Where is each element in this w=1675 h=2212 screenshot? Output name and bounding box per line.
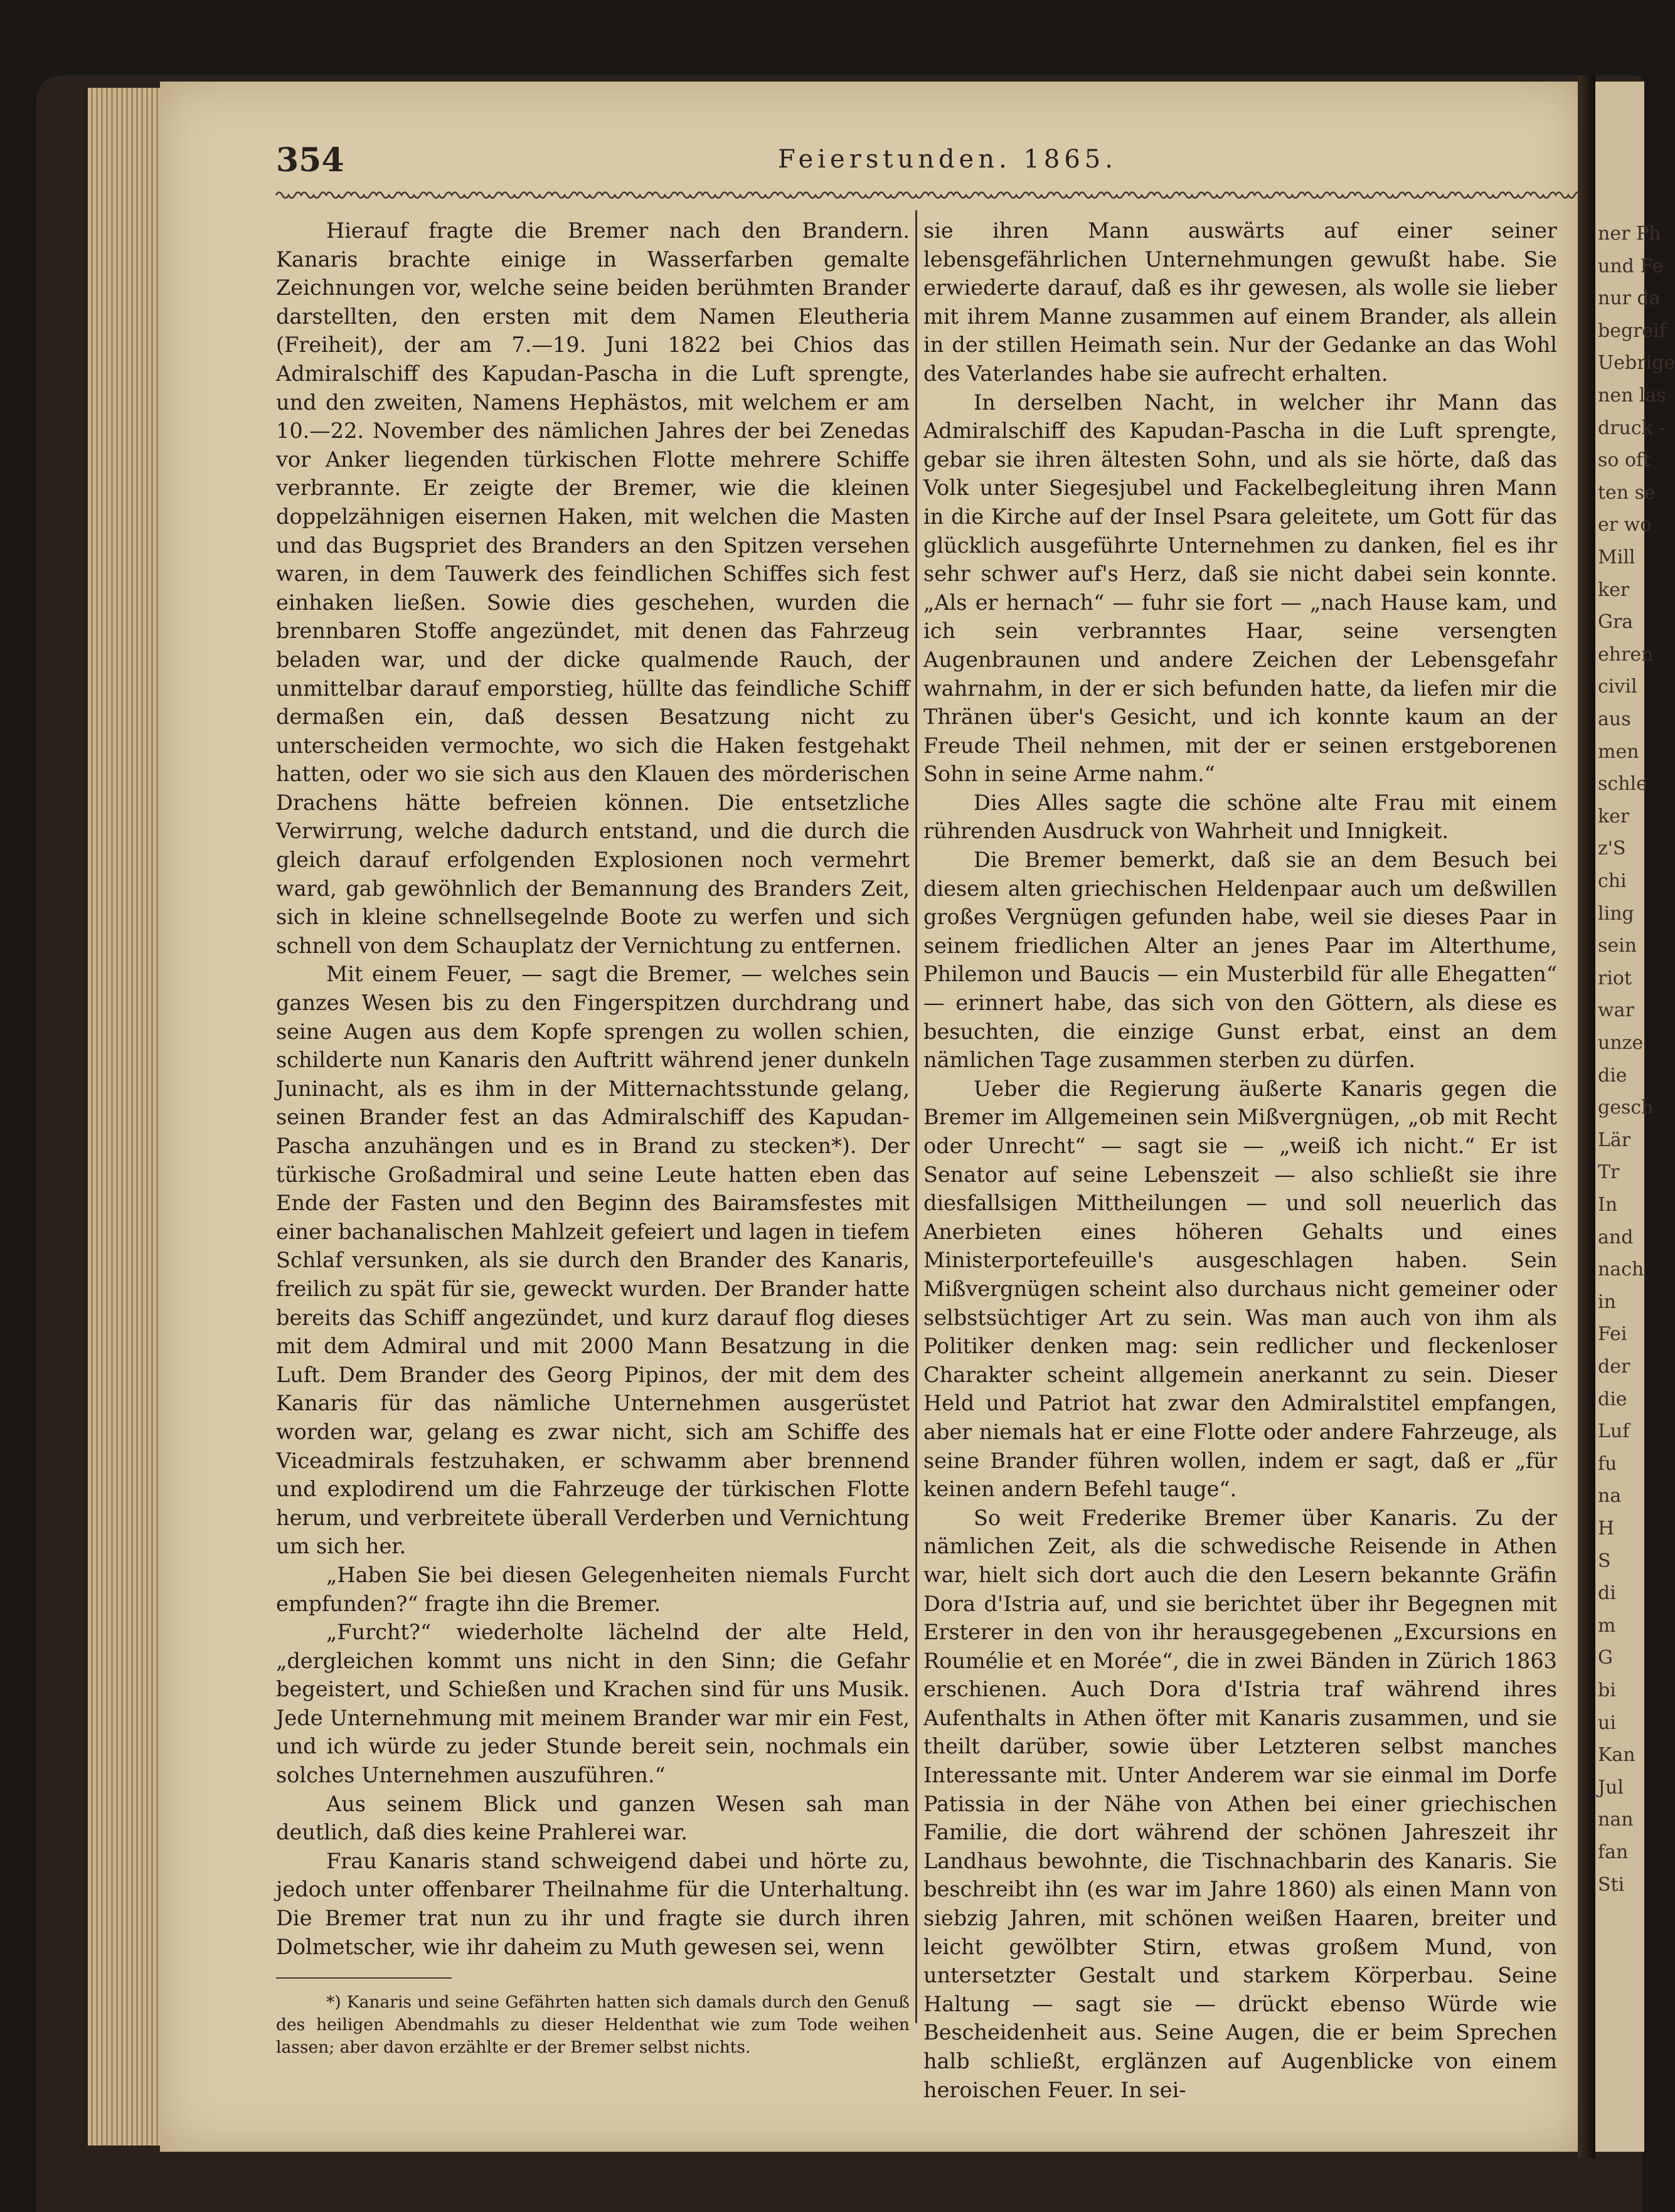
facing-page-text: Jul: [1598, 1776, 1624, 1799]
facing-page-text: and: [1598, 1226, 1634, 1248]
book-gutter: [1578, 75, 1595, 2158]
facing-page-text: di: [1598, 1582, 1616, 1605]
facing-page-text: er wo: [1598, 514, 1652, 536]
left-column: [276, 216, 910, 2059]
facing-page-text: Tr: [1598, 1161, 1620, 1184]
facing-page-text: ker: [1598, 578, 1630, 601]
facing-page-text: ling: [1598, 902, 1634, 925]
facing-page-text: ehren: [1598, 643, 1654, 666]
paragraph: „Haben Sie bei diesen Gelegenheiten niemals Furcht empfunden?“ fragte ihn die Bremer.: [276, 1562, 910, 1616]
footnote: *) Kanaris und seine Gefährten hatten sich damals durch den Genuß des heiligen Abendmahls zu dieser Heldenthat wie zum Tode weihen lassen; aber davon erzählte er der Bremer selbst nichts.: [276, 1992, 910, 2058]
facing-page-text: druck -: [1598, 417, 1666, 439]
facing-page-text: schle: [1598, 773, 1647, 795]
facing-page-text: bi: [1598, 1679, 1616, 1701]
facing-page-text: ker: [1598, 805, 1630, 827]
facing-page-text: na: [1598, 1485, 1622, 1507]
facing-page-text: Fei: [1598, 1323, 1627, 1346]
facing-page-text: ui: [1598, 1711, 1616, 1734]
running-title: Feierstunden. 1865.: [778, 145, 1117, 174]
facing-page-fragment: [1595, 82, 1675, 2152]
facing-page-text: so oft: [1598, 449, 1651, 472]
facing-page-text: men: [1598, 740, 1639, 763]
paragraph: Frau Kanaris stand schweigend dabei und hörte zu, jedoch unter offenbarer Theilnahme für die Unterhaltung. Die Bremer trat nun zu ihr und fragte sie durch ihren Dolmetscher, wie ihr daheim zu Muth gewesen sei, wenn: [276, 1848, 910, 1959]
facing-page-text: H: [1598, 1518, 1615, 1539]
facing-page-text: S: [1598, 1550, 1611, 1572]
facing-page-text: riot: [1598, 967, 1632, 989]
facing-page-text: sein: [1598, 935, 1637, 957]
facing-page-text: Lär: [1598, 1129, 1631, 1151]
facing-page-text: nen las: [1598, 385, 1666, 407]
facing-page-text: ten se: [1598, 481, 1656, 504]
facing-page-text: ner Ph: [1598, 223, 1661, 245]
facing-page-text: war: [1598, 999, 1634, 1022]
facing-page-text: gesch: [1598, 1097, 1654, 1119]
facing-page-text: Kan: [1598, 1744, 1635, 1767]
facing-page-text: Luf: [1598, 1420, 1630, 1443]
paragraph: Hierauf fragte die Bremer nach den Brandern. Kanaris brachte einige in Wasserfarben gemalte Zeichnungen vor, welche seine beiden berühmten Brander darstellten, den ersten mit dem Namen Eleutheria (Freiheit), der am 7.—19. Juni 1822 bei Chios das Admiralschiff des Kapudan-Pascha in die Luft sprengte, und den zweiten, Namens Hephästos, mit welchem er am 10.—22. November des nämlichen Jahres der bei Zenedas vor Anker liegenden türkischen Flotte mehrere Schiffe verbrannte. Er zeigte der Bremer, wie die kleinen doppelzähnigen eisernen Haken, mit welchen die Masten und das Bugspriet des Branders an den Spitzen versehen waren, in dem Tauwerk des feindlichen Schiffes sich fest einhaken ließen. Sowie dies geschehen, wurden die brennbaren Stoffe angezündet, mit denen das Fahrzeug beladen war, und der dicke qualmende Rauch, der unmittelbar darauf emporstieg, hüllte das feindliche Schiff dermaßen ein, daß dessen Besatzung nicht zu unterscheiden vermochte, wo sich die Haken festgehakt hatten, oder wo sie sich aus den Klauen des mörderischen Drachens hätte befreien können. Die entsetzliche Verwirrung, welche dadurch entstand, und die durch die gleich darauf erfolgenden Explosionen noch vermehrt ward, gab gewöhnlich der Bemannung des Branders Zeit, sich in kleine schnellsegelnde Boote zu werfen und sich schnell von dem Schauplatz der Vernichtung zu entfernen.: [276, 218, 910, 958]
paragraph: Die Bremer bemerkt, daß sie an dem Besuch bei diesem alten griechischen Heldenpaar auch um deßwillen großes Vergnügen gefunden habe, weil sie dieses Paar in seinem friedlichen Alter an jenes Paar im Alterthume, Philemon und Baucis — ein Musterbild für alle Ehegatten“ — erinnert habe, das sich von den Göttern, als diese es besuchten, die einzige Gunst erbat, einst an dem nämlichen Tage zusammen sterben zu dürfen.: [923, 848, 1557, 1073]
facing-page-text: Uebrige: [1598, 352, 1675, 375]
right-column: [923, 216, 1557, 2104]
facing-page-text: Gra: [1598, 611, 1634, 634]
column-divider: [915, 210, 917, 2023]
facing-page-text: die: [1598, 1388, 1627, 1410]
page-header: [276, 141, 1568, 185]
facing-page-text: In: [1598, 1194, 1618, 1216]
footnote-rule: [276, 1977, 452, 1979]
facing-page-text: nan: [1598, 1809, 1634, 1831]
facing-page-text: z'S: [1598, 837, 1626, 860]
paragraph: Aus seinem Blick und ganzen Wesen sah man deutlich, daß dies keine Prahlerei war.: [276, 1791, 910, 1845]
facing-page-text: civil: [1598, 676, 1637, 698]
facing-page-text: die: [1598, 1064, 1627, 1087]
facing-page-text: der: [1598, 1356, 1630, 1378]
paragraph: So weit Frederike Bremer über Kanaris. Zu der nämlichen Zeit, als die schwedische Reisende in Athen war, hielt sich dort auch die den Lesern bekannte Gräfin Dora d'Istria auf, und sie berichtet über ihr Begegnen mit Ersterer in den von ihr herausgegebenen „Excursions en Roumélie et en Morée“, die in zwei Bänden in Zürich 1863 erschienen. Auch Dora d'Istria traf während ihres Aufenthalts in Athen öfter mit Kanaris zusammen, und sie theilt darüber, sowie über Letzteren selbst manches Interessante mit. Unter Anderem war sie einmal im Dorfe Patissia in der Nähe von Athen bei einer griechischen Familie, die dort während der schönen Jahreszeit ihr Landhaus bewohnte, die Tischnachbarin des Kanaris. Sie beschreibt ihn (es war im Jahre 1860) als einen Mann von siebzig Jahren, mit schönen weißen Haaren, breiter und leicht gewölbter Stirn, etwas großem Mund, von untersetzter Gestalt und starkem Körperbau. Seine Haltung — sagt sie — drückt ebenso Würde wie Bescheidenheit aus. Seine Augen, die er beim Sprechen halb schließt, erglänzen auf Augenblicke von einem heroischen Feuer. In sei-: [923, 1505, 1557, 2102]
paragraph: In derselben Nacht, in welcher ihr Mann das Admiralschiff des Kapudan-Pascha in die Luft sprengte, gebar sie ihren ältesten Sohn, und als sie hörte, daß das Volk unter Siegesjubel und Fackelbegleitung ihren Mann in die Kirche auf der Insel Psara geleitete, um Gott für das glücklich ausgeführte Unternehmen zu danken, fiel es ihr sehr schwer auf's Herz, daß sie nicht dabei sein konnte. „Als er hernach“ — fuhr sie fort — „nach Hause kam, und ich sein verbranntes Haar, seine versengten Augenbraunen und andere Zeichen der Lebensgefahr wahrnahm, in der er sich befunden hatte, da liefen mir die Thränen über's Gesicht, und ich konnte kaum an der Freude Theil nehmen, mit der er seinen erstgeborenen Sohn in seine Arme nahm.“: [923, 390, 1557, 787]
facing-page-text: G: [1598, 1647, 1613, 1669]
facing-page-text: unze: [1598, 1032, 1644, 1054]
facing-page-text: nur da: [1598, 287, 1661, 310]
page-number: 354: [276, 141, 344, 179]
facing-page-text: fan: [1598, 1841, 1629, 1863]
facing-page-text: und Fe: [1598, 255, 1664, 277]
facing-page-text: chi: [1598, 870, 1627, 892]
facing-page-text: begreif: [1598, 319, 1666, 342]
paragraph: sie ihren Mann auswärts auf einer seiner lebensgefährlichen Unternehmungen gewußt habe. Sie erwiederte darauf, daß es ihr gewesen, als wolle sie lieber mit ihrem Manne zusammen auf einem Brander, als allein in der stillen Heimath sein. Nur der Gedanke an das Wohl des Vaterlandes habe sie aufrecht erhalten.: [923, 218, 1557, 386]
facing-page-text: Sti: [1598, 1873, 1625, 1896]
facing-page-text: m: [1598, 1614, 1616, 1637]
paragraph: „Furcht?“ wiederholte lächelnd der alte Held, „dergleichen kommt uns nicht in den Sinn; die Gefahr begeistert, und Schießen und Krachen sind für uns Musik. Jede Unternehmung mit meinem Brander war mir ein Fest, und ich würde zu jeder Stunde bereit sein, nochmals ein solches Unternehmen auszuführen.“: [276, 1620, 910, 1788]
header-ornamental-rule: [276, 188, 1568, 202]
facing-page-text: Mill: [1598, 546, 1635, 568]
paragraph: Ueber die Regierung äußerte Kanaris gegen die Bremer im Allgemeinen sein Mißvergnügen, „ob mit Recht oder Unrecht“ — sagt sie — „weiß ich nicht.“ Er ist Senator auf seine Lebenszeit — also schließt sie ihre diesfallsigen Mittheilungen — und soll neuerlich das Anerbieten eines höheren Gehalts und eines Ministerportefeuille's ausgeschlagen haben. Sein Mißvergnügen scheint also durchaus nicht gemeiner oder selbstsüchtiger Art zu sein. Was man auch von ihm als Politiker denken mag: sein redlicher und fleckenloser Charakter scheint allgemein anerkannt zu sein. Dieser Held und Patriot hat zwar den Admiralstitel empfangen, aber niemals hat er eine Flotte oder andere Fahrzeuge, als seine Brander führen wollen, indem er sagt, daß er „für keinen andern Befehl tauge“.: [923, 1076, 1557, 1502]
paragraph: Dies Alles sagte die schöne alte Frau mit einem rührenden Ausdruck von Wahrheit und Innigkeit.: [923, 790, 1557, 844]
facing-page-text: nach: [1598, 1258, 1644, 1281]
facing-page-text: in: [1598, 1290, 1616, 1313]
facing-page-text: aus: [1598, 708, 1631, 730]
paragraph: Mit einem Feuer, — sagt die Bremer, — welches sein ganzes Wesen bis zu den Fingerspitzen durchdrang und seine Augen aus dem Kopfe sprengen zu wollen schien, schilderte nun Kanaris den Auftritt während jener dunkeln Juninacht, als es ihm in der Mitternachtsstunde gelang, seinen Brander fest an das Admiralschiff des Kapudan-Pascha anzuhängen und es in Brand zu stecken*). Der türkische Großadmiral und seine Leute hatten eben das Ende der Fasten und den Beginn des Bairamsfestes mit einer bachanalischen Mahlzeit gefeiert und lagen in tiefem Schlaf versunken, als sie durch den Brander des Kanaris, freilich zu spät für sie, geweckt wurden. Der Brander hatte bereits das Schiff angezündet, und kurz darauf flog dieses mit dem Admiral und mit 2000 Mann Besatzung in die Luft. Dem Brander des Georg Pipinos, der mit dem des Kanaris für das nämliche Unternehmen ausgerüstet worden war, gelang es zwar nicht, sich am Schiffe des Viceadmirals festzuhaken, er schwamm aber brennend und explodirend um die Fahrzeuge der türkischen Flotte herum, und verbreitete überall Verderben und Vernichtung um sich her.: [276, 962, 910, 1559]
facing-page-text: fu: [1598, 1452, 1617, 1475]
